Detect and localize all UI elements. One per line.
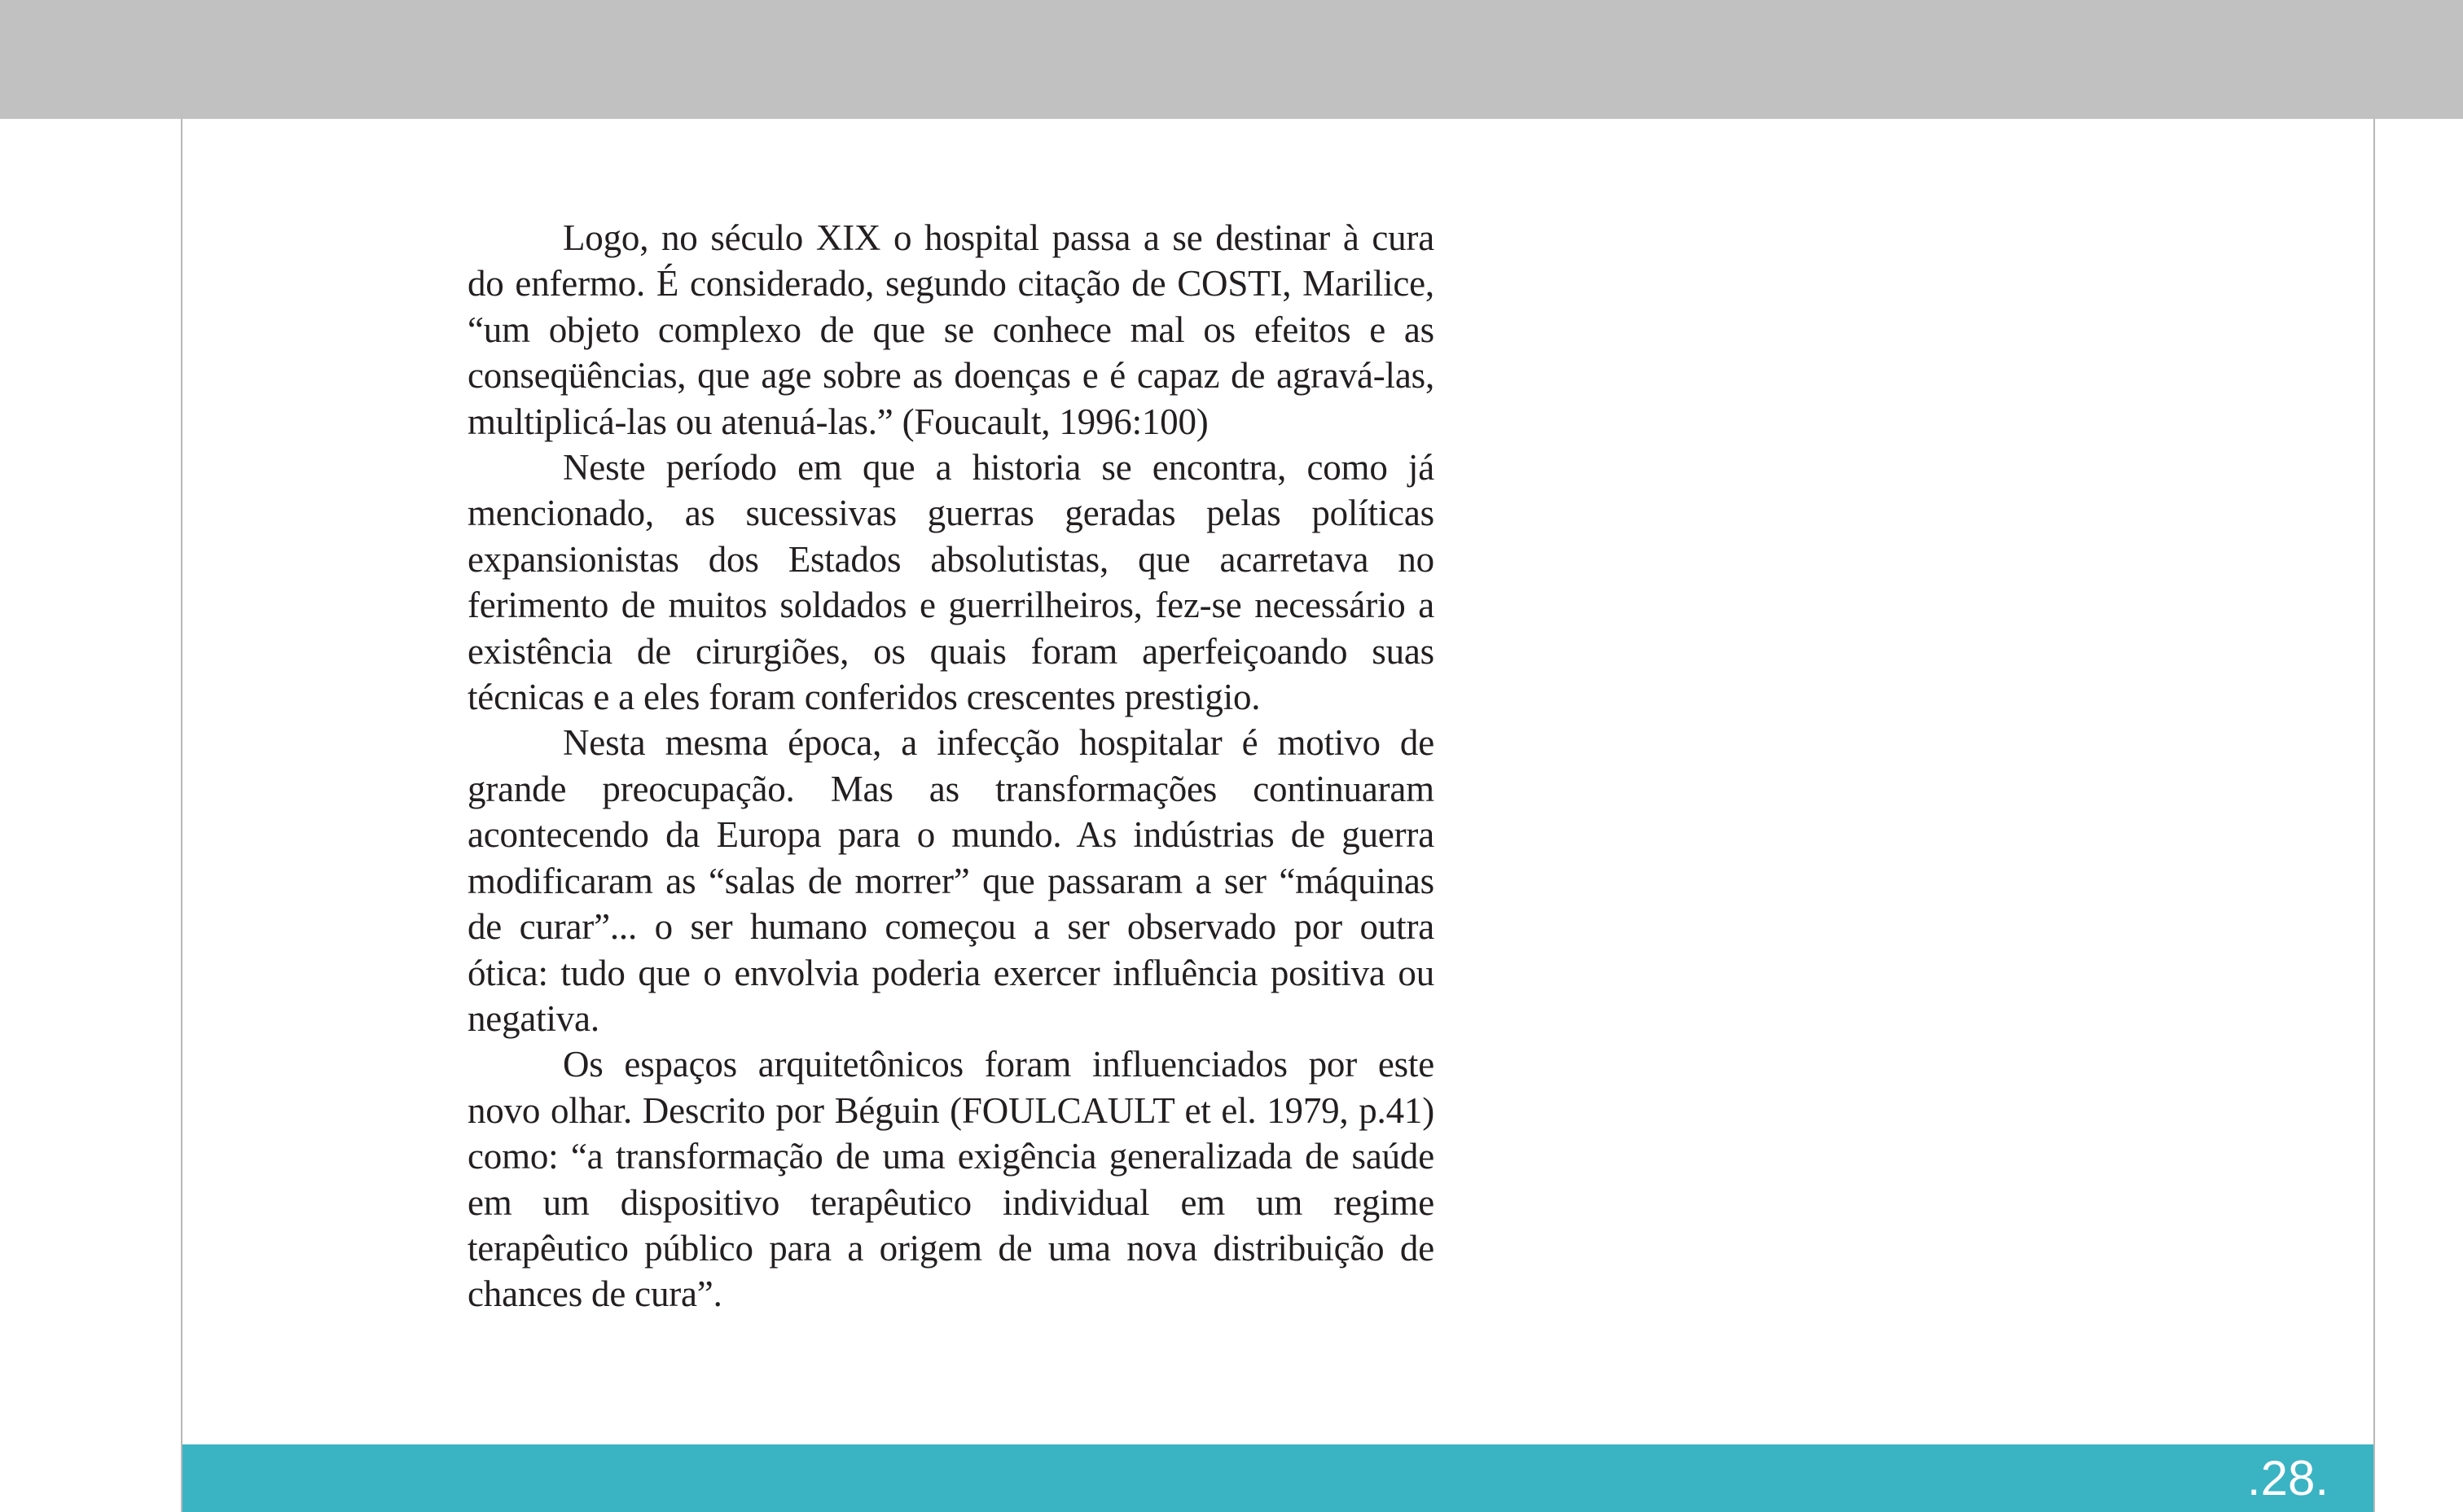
top-gray-bar [0, 0, 2463, 119]
footer-bar [182, 1444, 2373, 1512]
paragraph-3: Nesta mesma época, a infecção hospitalar é motivo de grande preocupação. Mas as transformações continuaram acontecendo da Europa para o mundo. As indústrias de guerra modificaram as “salas de morrer” que passaram a ser “máquinas de curar”... o ser humano começou a ser observado por outra ótica: tudo que o envolvia poderia exercer influência positiva ou negativa. [468, 722, 1434, 1039]
paragraph-1: Logo, no século XIX o hospital passa a se destinar à cura do enfermo. É considerado, segundo citação de COSTI, Marilice, “um objeto complexo de que se conhece mal os efeitos e as conseqüências, que age sobre as doenças e é capaz de agravá-las, multiplicá-las ou atenuá-las.” (Foucault, 1996:100) [468, 217, 1434, 442]
page-number: .28. [2246, 1451, 2329, 1505]
document-page [181, 119, 2375, 1512]
paragraph-2: Neste período em que a historia se encontra, como já mencionado, as sucessivas guerras geradas pelas políticas expansionistas dos Estados absolutistas, que acarretava no ferimento de muitos soldados e guerrilheiros, fez-se necessário a existência de cirurgiões, os quais foram aperfeiçoando suas técnicas e a eles foram conferidos crescentes prestigio. [468, 447, 1434, 718]
paragraph-4: Os espaços arquitetônicos foram influenciados por este novo olhar. Descrito por Béguin (FOULCAULT et el. 1979, p.41) como: “a transformação de uma exigência generalizada de saúde em um dispositivo terapêutico individual em um regime terapêutico público para a origem de uma nova distribuição de chances de cura”. [468, 1044, 1434, 1315]
body-text [468, 215, 1434, 1317]
